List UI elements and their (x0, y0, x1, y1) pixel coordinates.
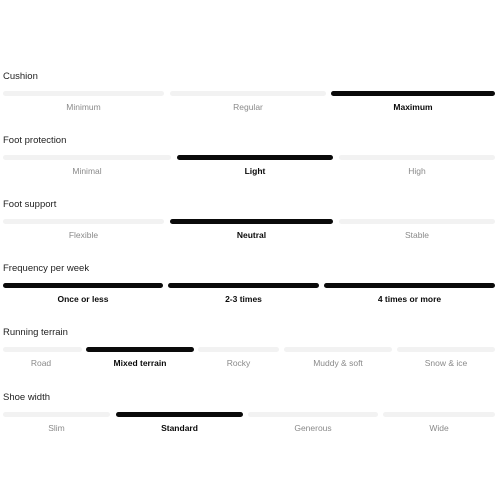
option-label-neutral[interactable]: Neutral (236, 230, 267, 240)
segment-road[interactable] (3, 347, 82, 352)
section-title: Frequency per week (3, 263, 90, 274)
option-label-minimum[interactable]: Minimum (66, 102, 101, 112)
segment-standard[interactable] (116, 412, 243, 417)
option-label-standard[interactable]: Standard (161, 423, 198, 433)
segment-generous[interactable] (248, 412, 378, 417)
segmented-control (0, 91, 500, 96)
option-label-stable[interactable]: Stable (404, 230, 430, 240)
segment-rocky[interactable] (198, 347, 279, 352)
segment-light[interactable] (177, 155, 333, 160)
segment-regular[interactable] (170, 91, 326, 96)
segmented-control (0, 283, 500, 288)
segment-high[interactable] (339, 155, 495, 160)
segment-neutral[interactable] (170, 219, 333, 224)
segmented-control (0, 155, 500, 160)
section-title: Foot support (3, 199, 57, 210)
option-label-minimal[interactable]: Minimal (72, 166, 102, 176)
option-label-rocky[interactable]: Rocky (226, 358, 251, 368)
segmented-control (0, 219, 500, 224)
option-label-4-times-or-more[interactable]: 4 times or more (377, 294, 442, 304)
section-title: Shoe width (3, 392, 51, 403)
option-label-maximum[interactable]: Maximum (393, 102, 433, 112)
segment-minimum[interactable] (3, 91, 164, 96)
segment-mixed-terrain[interactable] (86, 347, 194, 352)
segment-slim[interactable] (3, 412, 110, 417)
segment-2-3-times[interactable] (168, 283, 319, 288)
segmented-control (0, 412, 500, 417)
section-title: Running terrain (3, 327, 68, 338)
segment-snow-ice[interactable] (397, 347, 495, 352)
segment-stable[interactable] (339, 219, 495, 224)
option-label-road[interactable]: Road (30, 358, 52, 368)
segment-once-or-less[interactable] (3, 283, 163, 288)
option-label-slim[interactable]: Slim (48, 423, 65, 433)
segment-muddy-soft[interactable] (284, 347, 392, 352)
option-label-muddy-soft[interactable]: Muddy & soft (313, 358, 363, 368)
segment-maximum[interactable] (331, 91, 495, 96)
option-label-flexible[interactable]: Flexible (68, 230, 99, 240)
segment-flexible[interactable] (3, 219, 164, 224)
section-title: Foot protection (3, 135, 67, 146)
option-label-once-or-less[interactable]: Once or less (57, 294, 109, 304)
option-label-light[interactable]: Light (244, 166, 266, 176)
option-label-regular[interactable]: Regular (233, 102, 263, 112)
option-label-high[interactable]: High (408, 166, 426, 176)
segment-wide[interactable] (383, 412, 495, 417)
segment-minimal[interactable] (3, 155, 171, 160)
segment-4-times-or-more[interactable] (324, 283, 495, 288)
option-label-2-3-times[interactable]: 2-3 times (225, 294, 262, 304)
option-label-snow-ice[interactable]: Snow & ice (424, 358, 468, 368)
option-label-wide[interactable]: Wide (429, 423, 449, 433)
section-title: Cushion (3, 71, 38, 82)
segmented-control (0, 347, 500, 352)
option-label-generous[interactable]: Generous (294, 423, 332, 433)
option-label-mixed-terrain[interactable]: Mixed terrain (113, 358, 167, 368)
